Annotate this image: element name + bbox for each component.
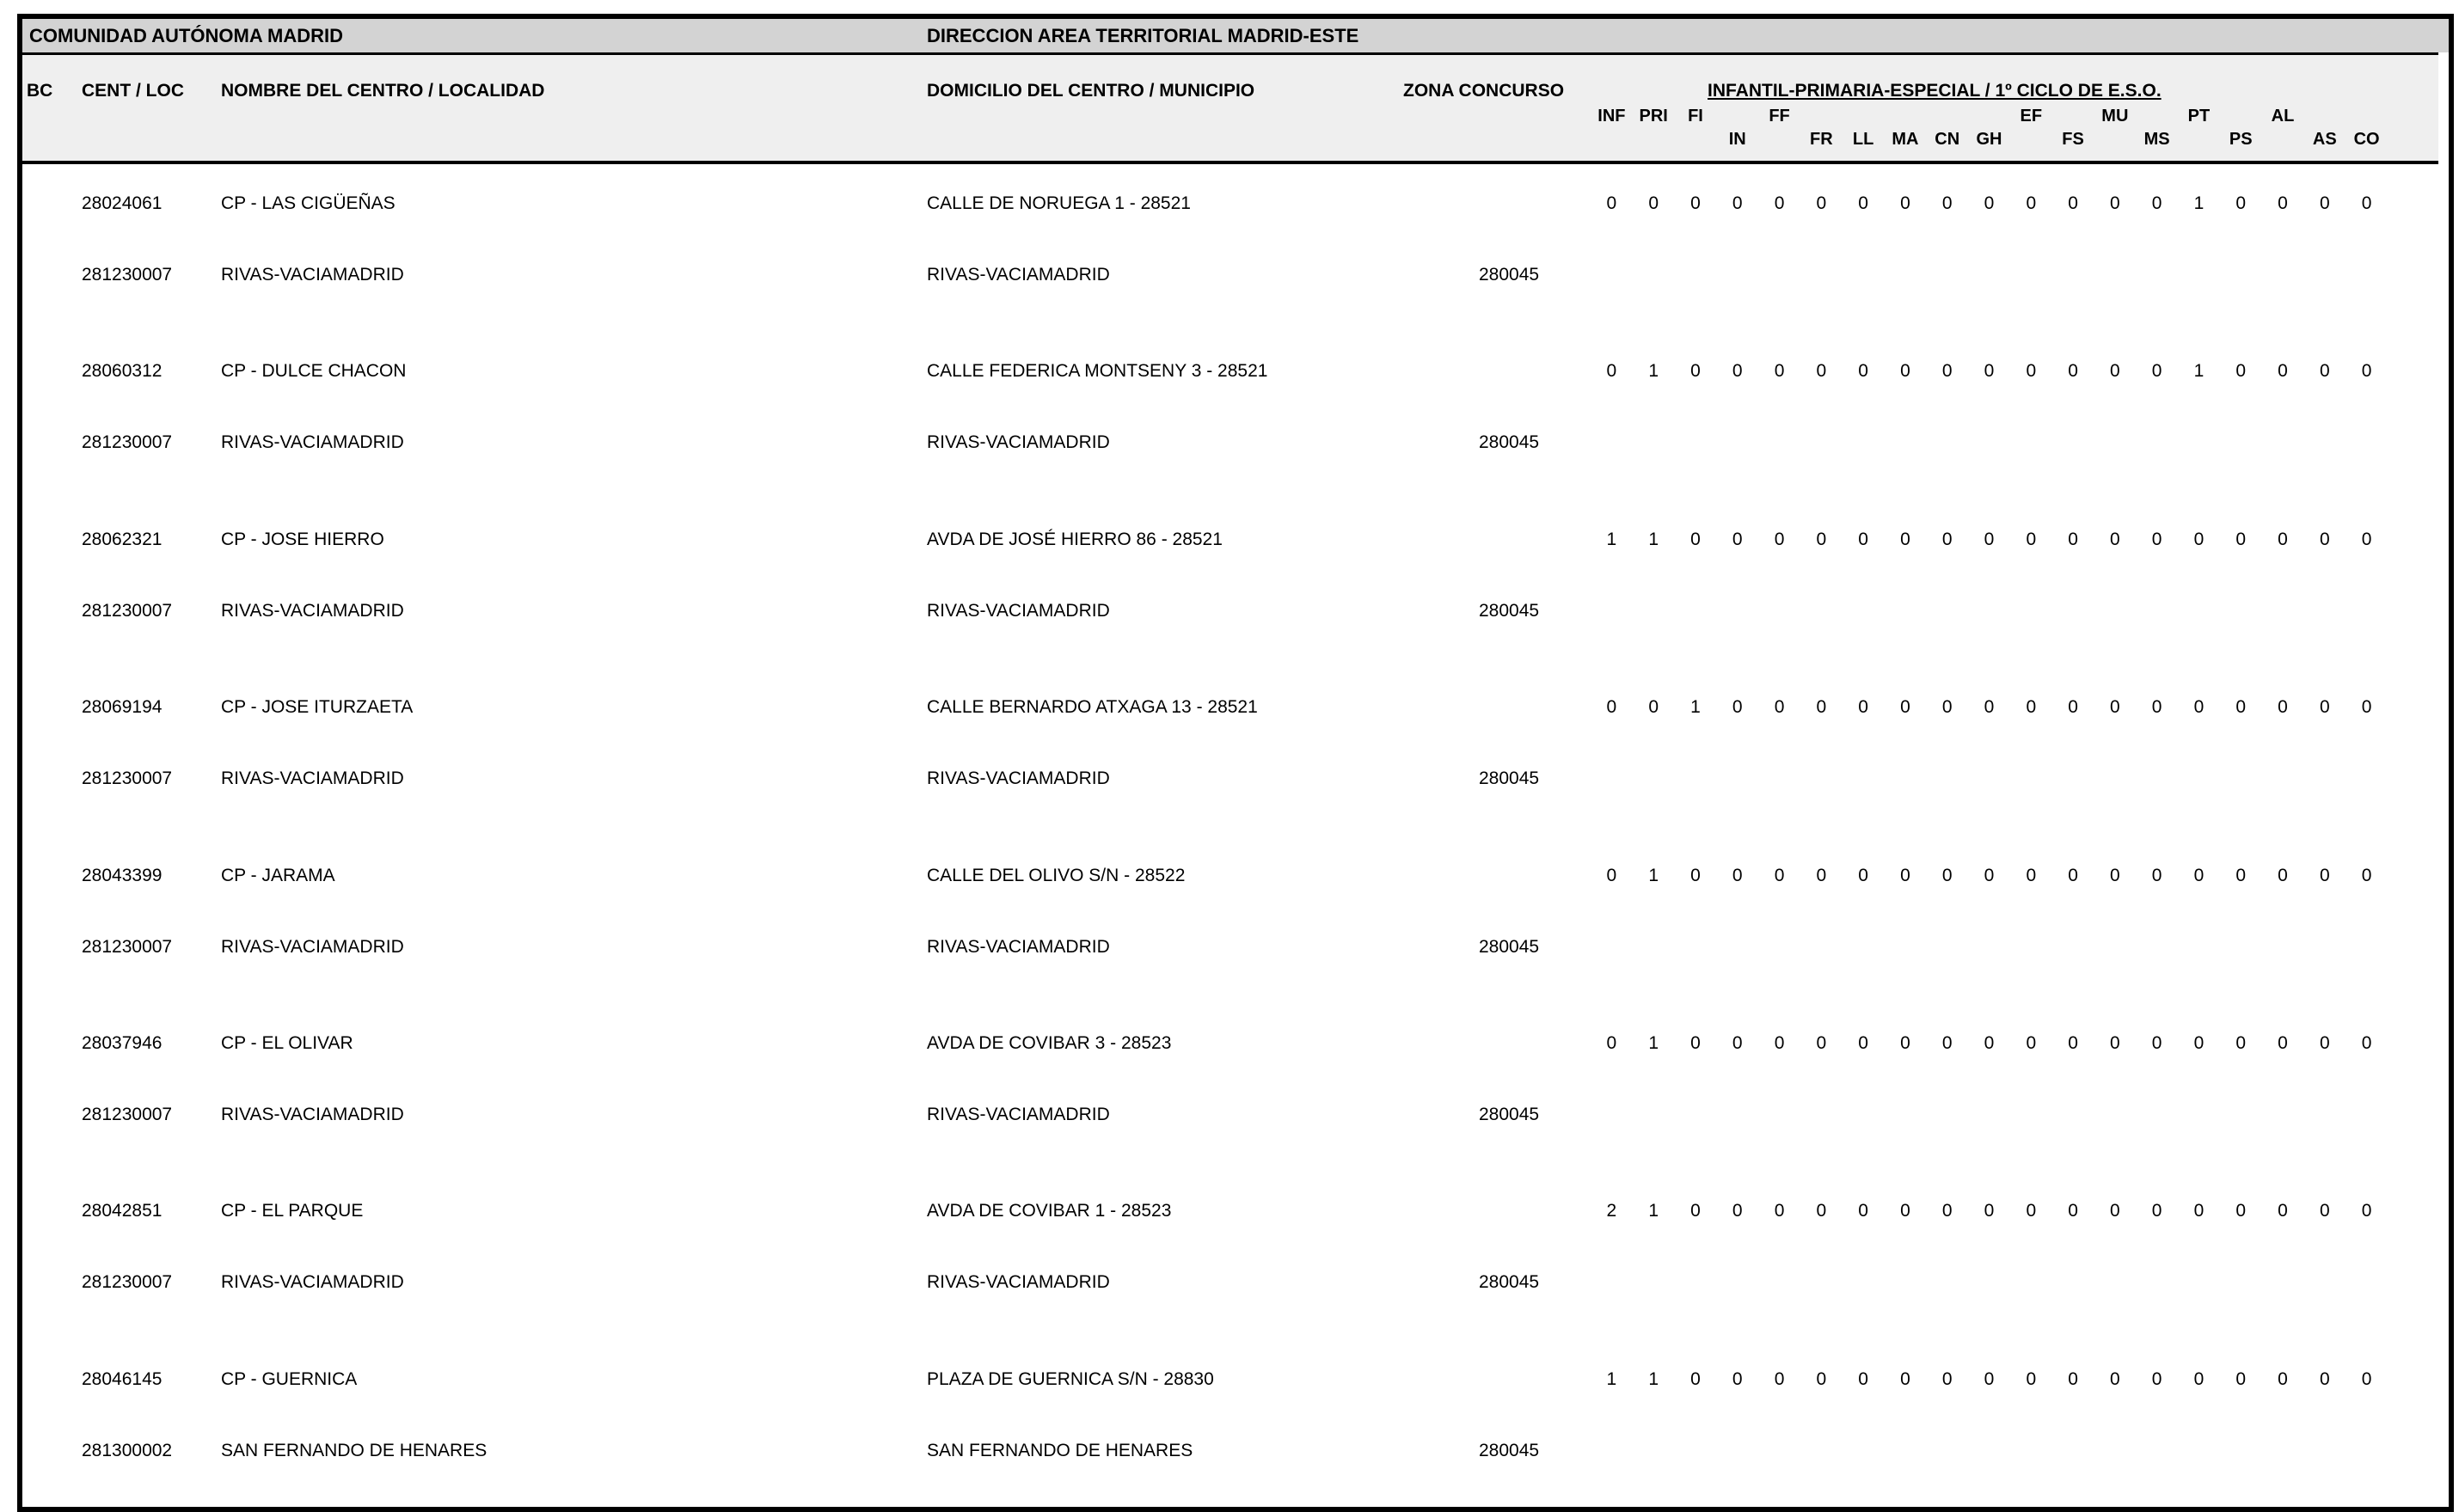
- subcolumn-label-top: PT: [2187, 107, 2211, 125]
- value-cell: 1: [1648, 361, 1659, 382]
- value-cell: 0: [1858, 697, 1868, 718]
- center-name: CP - JARAMA: [221, 865, 335, 885]
- subcolumn-fr: [1800, 105, 1843, 151]
- zona-code: 280045: [1479, 1440, 1540, 1460]
- zona-code: 280045: [1479, 1272, 1540, 1293]
- value-cell: 0: [2110, 1201, 2120, 1221]
- value-cell: 0: [2278, 193, 2288, 213]
- value-cell: 0: [1984, 697, 1995, 718]
- subcolumn-label-bottom: MS: [2143, 130, 2170, 149]
- value-cell: 0: [2110, 529, 2120, 549]
- value-cell: 0: [2068, 697, 2078, 718]
- subcolumn-ma: [1885, 105, 1927, 151]
- value-cell: 0: [2026, 865, 2037, 885]
- value-cell: 0: [2026, 1368, 2037, 1389]
- subcolumn-ll: [1843, 105, 1885, 151]
- school-row: [22, 1340, 2438, 1508]
- value-cell: 0: [1984, 361, 1995, 382]
- value-cell: 0: [2026, 697, 2037, 718]
- value-cells: [1591, 530, 2388, 550]
- value-cells: [1591, 193, 2388, 214]
- subcolumn-label-top: FF: [1769, 107, 1790, 125]
- center-address: AVDA DE JOSÉ HIERRO 86 - 28521: [927, 529, 1223, 549]
- value-cell: 0: [1941, 1032, 1953, 1053]
- value-cell: 1: [1648, 1032, 1659, 1053]
- value-cell: 0: [1690, 529, 1701, 549]
- value-cell: 0: [1690, 193, 1701, 213]
- locality-name: RIVAS-VACIAMADRID: [221, 265, 404, 285]
- value-cell: 0: [1774, 361, 1785, 382]
- value-cell: 0: [1732, 865, 1743, 885]
- subcolumn-label-bottom: LL: [1852, 130, 1874, 149]
- subcolumn-ps: [2220, 105, 2262, 151]
- value-cell: 0: [1690, 865, 1701, 885]
- center-code: 28043399: [82, 865, 163, 885]
- subcolumn-headers: [1591, 105, 2388, 151]
- center-address: PLAZA DE GUERNICA S/N - 28830: [927, 1368, 1214, 1389]
- locality-name: RIVAS-VACIAMADRID: [221, 600, 404, 621]
- value-cell: 0: [1690, 1368, 1701, 1389]
- value-cell: 0: [2151, 1032, 2162, 1053]
- value-cell: 0: [2026, 193, 2037, 213]
- school-row: [22, 836, 2438, 1004]
- value-cell: 0: [1732, 1201, 1743, 1221]
- value-cell: 0: [2110, 697, 2120, 718]
- value-cell: 0: [1774, 529, 1785, 549]
- subcolumn-fi: [1675, 105, 1717, 151]
- value-cell: 0: [2110, 1368, 2120, 1389]
- value-cell: 0: [1900, 1201, 1910, 1221]
- value-cell: 0: [2278, 1201, 2288, 1221]
- value-cell: 0: [1690, 361, 1701, 382]
- school-row-line2: [22, 1441, 2438, 1465]
- value-cell: 0: [1606, 193, 1617, 213]
- value-cell: 0: [1606, 697, 1617, 718]
- locality-code: 281230007: [82, 768, 173, 789]
- subcolumn-fs: [2052, 105, 2094, 151]
- school-row-line1: [22, 193, 2438, 217]
- value-cell: 0: [1858, 865, 1868, 885]
- value-cell: 0: [2319, 1201, 2330, 1221]
- value-cell: 0: [1858, 529, 1868, 549]
- school-row-line2: [22, 1272, 2438, 1296]
- school-row: [22, 1004, 2438, 1172]
- value-cell: 0: [1816, 1201, 1827, 1221]
- header-group-title: INFANTIL-PRIMARIA-ESPECIAL / 1º CICLO DE E.S.O.: [1708, 81, 2162, 101]
- value-cell: 0: [1606, 1032, 1617, 1053]
- value-cell: 0: [1941, 1201, 1953, 1221]
- value-cell: 0: [1816, 865, 1827, 885]
- school-row-line1: [22, 530, 2438, 554]
- center-address: AVDA DE COVIBAR 1 - 28523: [927, 1201, 1172, 1221]
- header-nombre: NOMBRE DEL CENTRO / LOCALIDAD: [221, 81, 545, 101]
- value-cell: 0: [1648, 193, 1659, 213]
- school-row-line2: [22, 432, 2438, 456]
- subcolumn-label-bottom: CN: [1935, 130, 1960, 149]
- zona-code: 280045: [1479, 1104, 1540, 1124]
- value-cell: 0: [2235, 1201, 2247, 1221]
- value-cell: 0: [2193, 1032, 2205, 1053]
- municipality-name: RIVAS-VACIAMADRID: [927, 1104, 1110, 1124]
- school-row-line1: [22, 1201, 2438, 1225]
- value-cell: 0: [1732, 361, 1743, 382]
- subcolumn-label-bottom: MA: [1892, 130, 1919, 149]
- value-cell: 0: [1606, 865, 1617, 885]
- value-cell: 0: [2026, 529, 2037, 549]
- subcolumn-al: [2262, 105, 2304, 151]
- value-cell: 1: [2193, 193, 2205, 213]
- value-cells: [1591, 1201, 2388, 1221]
- value-cell: 0: [2068, 529, 2078, 549]
- center-code: 28042851: [82, 1201, 163, 1221]
- value-cell: 0: [1732, 1032, 1743, 1053]
- value-cell: 0: [2068, 361, 2078, 382]
- value-cell: 0: [1941, 529, 1953, 549]
- value-cell: 0: [1900, 529, 1910, 549]
- subcolumn-label-top: MU: [2101, 107, 2129, 125]
- zona-code: 280045: [1479, 432, 1540, 453]
- school-row-line1: [22, 866, 2438, 890]
- center-code: 28037946: [82, 1032, 163, 1053]
- school-row: [22, 332, 2438, 499]
- value-cell: 0: [2235, 697, 2247, 718]
- value-cell: 0: [1900, 193, 1910, 213]
- center-code: 28060312: [82, 361, 163, 382]
- school-row: [22, 1172, 2438, 1339]
- subcolumn-label-top: PRI: [1639, 107, 1668, 125]
- value-cell: 1: [1606, 1368, 1617, 1389]
- header-zona-concurso: ZONA CONCURSO: [1403, 81, 1565, 101]
- subcolumn-label-bottom: FR: [1810, 130, 1833, 149]
- school-row-line1: [22, 1033, 2438, 1057]
- center-address: AVDA DE COVIBAR 3 - 28523: [927, 1032, 1172, 1053]
- territorial-title-bar: [913, 19, 2452, 52]
- value-cell: 0: [2361, 1368, 2372, 1389]
- subcolumn-label-top: AL: [2271, 107, 2295, 125]
- center-name: CP - EL OLIVAR: [221, 1032, 353, 1053]
- value-cell: 0: [2278, 1368, 2288, 1389]
- value-cell: 0: [1774, 865, 1785, 885]
- subcolumn-label-bottom: FS: [2062, 130, 2084, 149]
- subcolumn-in: [1716, 105, 1758, 151]
- value-cell: 0: [1816, 529, 1827, 549]
- value-cell: 0: [2110, 361, 2120, 382]
- value-cell: 0: [2278, 529, 2288, 549]
- value-cell: 0: [2193, 697, 2205, 718]
- zona-code: 280045: [1479, 768, 1540, 789]
- zona-code: 280045: [1479, 600, 1540, 621]
- value-cell: 0: [2193, 529, 2205, 549]
- school-row-line1: [22, 1369, 2438, 1393]
- value-cell: 0: [1984, 529, 1995, 549]
- value-cell: 0: [1690, 1201, 1701, 1221]
- center-address: CALLE BERNARDO ATXAGA 13 - 28521: [927, 697, 1258, 718]
- subcolumn-mu: [2094, 105, 2136, 151]
- value-cell: 0: [2068, 1032, 2078, 1053]
- value-cell: 0: [2235, 529, 2247, 549]
- center-code: 28069194: [82, 697, 163, 718]
- value-cell: 0: [2068, 193, 2078, 213]
- subcolumn-label-top: EF: [2020, 107, 2043, 125]
- subcolumn-label-top: INF: [1597, 107, 1626, 125]
- value-cell: 0: [2361, 1201, 2372, 1221]
- school-row-line2: [22, 1105, 2438, 1129]
- subcolumn-ef: [2010, 105, 2052, 151]
- value-cell: 0: [1984, 193, 1995, 213]
- value-cell: 0: [2151, 1201, 2162, 1221]
- school-row-line1: [22, 697, 2438, 721]
- center-code: 28024061: [82, 193, 163, 213]
- subcolumn-label-bottom: IN: [1728, 130, 1746, 149]
- header-cent-loc: CENT / LOC: [82, 81, 184, 101]
- value-cell: 0: [2026, 1032, 2037, 1053]
- school-row-line2: [22, 601, 2438, 625]
- center-name: CP - JOSE HIERRO: [221, 529, 384, 549]
- center-name: CP - GUERNICA: [221, 1368, 358, 1389]
- municipality-name: SAN FERNANDO DE HENARES: [927, 1440, 1193, 1460]
- value-cell: 0: [1984, 1032, 1995, 1053]
- locality-code: 281230007: [82, 936, 173, 957]
- value-cell: 0: [2319, 193, 2330, 213]
- locality-name: RIVAS-VACIAMADRID: [221, 936, 404, 957]
- value-cell: 0: [2235, 1032, 2247, 1053]
- value-cell: 0: [1816, 1368, 1827, 1389]
- value-cell: 0: [1774, 1201, 1785, 1221]
- subcolumn-label-bottom: GH: [1976, 130, 2002, 149]
- value-cell: 0: [1774, 1032, 1785, 1053]
- locality-code: 281230007: [82, 600, 173, 621]
- value-cell: 0: [2151, 697, 2162, 718]
- subcolumn-cn: [1926, 105, 1968, 151]
- school-row: [22, 164, 2438, 332]
- value-cell: 0: [2193, 1368, 2205, 1389]
- value-cell: 1: [1648, 1368, 1659, 1389]
- value-cell: 0: [2361, 361, 2372, 382]
- value-cell: 0: [1732, 1368, 1743, 1389]
- value-cell: 0: [1774, 193, 1785, 213]
- subcolumn-ms: [2136, 105, 2178, 151]
- value-cell: 0: [1648, 697, 1659, 718]
- value-cell: 0: [1900, 865, 1910, 885]
- zona-code: 280045: [1479, 265, 1540, 285]
- value-cell: 0: [2361, 193, 2372, 213]
- value-cell: 0: [1732, 697, 1743, 718]
- center-name: CP - JOSE ITURZAETA: [221, 697, 414, 718]
- center-address: CALLE DE NORUEGA 1 - 28521: [927, 193, 1191, 213]
- value-cell: 0: [2319, 361, 2330, 382]
- value-cell: 0: [1816, 1032, 1827, 1053]
- value-cell: 0: [1858, 1368, 1868, 1389]
- value-cell: 0: [1690, 1032, 1701, 1053]
- value-cell: 0: [2319, 529, 2330, 549]
- locality-code: 281230007: [82, 1104, 173, 1124]
- municipality-name: RIVAS-VACIAMADRID: [927, 432, 1110, 453]
- subcolumn-label-bottom: PS: [2229, 130, 2253, 149]
- locality-name: RIVAS-VACIAMADRID: [221, 432, 404, 453]
- value-cells: [1591, 1369, 2388, 1390]
- header-bc: BC: [27, 81, 53, 101]
- value-cell: 0: [2110, 193, 2120, 213]
- value-cell: 0: [2068, 1201, 2078, 1221]
- subcolumn-label-top: FI: [1688, 107, 1703, 125]
- value-cell: 0: [1900, 361, 1910, 382]
- value-cell: 1: [1648, 1201, 1659, 1221]
- subcolumn-gh: [1968, 105, 2010, 151]
- municipality-name: RIVAS-VACIAMADRID: [927, 768, 1110, 789]
- value-cell: 0: [2068, 1368, 2078, 1389]
- value-cell: 0: [1984, 1201, 1995, 1221]
- value-cell: 0: [1816, 193, 1827, 213]
- value-cell: 0: [2361, 1032, 2372, 1053]
- subcolumn-pri: [1633, 105, 1675, 151]
- school-row-line1: [22, 361, 2438, 385]
- value-cell: 0: [1941, 865, 1953, 885]
- locality-code: 281230007: [82, 432, 173, 453]
- locality-code: 281230007: [82, 265, 173, 285]
- value-cells: [1591, 361, 2388, 382]
- value-cell: 0: [2361, 697, 2372, 718]
- value-cell: 0: [2151, 865, 2162, 885]
- value-cell: 0: [1858, 1201, 1868, 1221]
- value-cell: 0: [1816, 361, 1827, 382]
- value-cell: 0: [2235, 1368, 2247, 1389]
- municipality-name: RIVAS-VACIAMADRID: [927, 265, 1110, 285]
- subcolumn-ff: [1758, 105, 1800, 151]
- value-cell: 0: [1732, 193, 1743, 213]
- value-cell: 0: [2361, 529, 2372, 549]
- value-cell: 0: [2319, 1368, 2330, 1389]
- municipality-name: RIVAS-VACIAMADRID: [927, 1272, 1110, 1293]
- subcolumn-label-bottom: CO: [2353, 130, 2380, 149]
- value-cell: 0: [2193, 1201, 2205, 1221]
- school-row-line2: [22, 937, 2438, 961]
- value-cell: 0: [2026, 1201, 2037, 1221]
- value-cell: 0: [2278, 1032, 2288, 1053]
- subcolumn-as: [2303, 105, 2346, 151]
- center-name: CP - EL PARQUE: [221, 1201, 364, 1221]
- locality-name: RIVAS-VACIAMADRID: [221, 1104, 404, 1124]
- center-name: CP - LAS CIGÜEÑAS: [221, 193, 396, 213]
- locality-name: RIVAS-VACIAMADRID: [221, 768, 404, 789]
- value-cell: 0: [2151, 361, 2162, 382]
- school-row: [22, 668, 2438, 836]
- value-cell: 0: [1732, 529, 1743, 549]
- center-name: CP - DULCE CHACON: [221, 361, 407, 382]
- value-cells: [1591, 866, 2388, 886]
- value-cell: 0: [1900, 1368, 1910, 1389]
- value-cell: 0: [2278, 697, 2288, 718]
- value-cell: 0: [1941, 193, 1953, 213]
- value-cell: 0: [2319, 1032, 2330, 1053]
- value-cell: 0: [2110, 865, 2120, 885]
- region-title: COMUNIDAD AUTÓNOMA MADRID: [29, 24, 343, 46]
- value-cell: 0: [2193, 865, 2205, 885]
- value-cell: 0: [1774, 1368, 1785, 1389]
- subcolumn-pt: [2178, 105, 2220, 151]
- header-domicilio: DOMICILIO DEL CENTRO / MUNICIPIO: [927, 81, 1255, 101]
- value-cell: 2: [1606, 1201, 1617, 1221]
- value-cell: 0: [2361, 865, 2372, 885]
- value-cell: 0: [1941, 361, 1953, 382]
- rows: [22, 164, 2438, 1508]
- zona-code: 280045: [1479, 936, 1540, 957]
- center-code: 28046145: [82, 1368, 163, 1389]
- locality-name: RIVAS-VACIAMADRID: [221, 1272, 404, 1293]
- value-cell: 0: [1984, 865, 1995, 885]
- value-cell: 0: [1941, 1368, 1953, 1389]
- value-cell: 0: [1774, 697, 1785, 718]
- center-address: CALLE DEL OLIVO S/N - 28522: [927, 865, 1186, 885]
- value-cell: 0: [2278, 865, 2288, 885]
- value-cell: 0: [1816, 697, 1827, 718]
- value-cell: 0: [2068, 865, 2078, 885]
- municipality-name: RIVAS-VACIAMADRID: [927, 600, 1110, 621]
- value-cell: 0: [1900, 1032, 1910, 1053]
- subcolumn-inf: [1591, 105, 1633, 151]
- value-cell: 1: [1648, 529, 1659, 549]
- value-cell: 1: [1648, 865, 1659, 885]
- value-cell: 0: [1606, 361, 1617, 382]
- value-cell: 0: [1941, 697, 1953, 718]
- value-cell: 0: [1858, 1032, 1868, 1053]
- center-code: 28062321: [82, 529, 163, 549]
- value-cell: 0: [2110, 1032, 2120, 1053]
- subcolumn-label-bottom: AS: [2312, 130, 2337, 149]
- divider-top: [22, 52, 2438, 55]
- center-address: CALLE FEDERICA MONTSENY 3 - 28521: [927, 361, 1268, 382]
- value-cell: 0: [1984, 1368, 1995, 1389]
- value-cell: 0: [2235, 193, 2247, 213]
- region-title-bar: [22, 19, 915, 52]
- territorial-title: DIRECCION AREA TERRITORIAL MADRID-ESTE: [927, 24, 1359, 46]
- school-row-line2: [22, 265, 2438, 289]
- value-cell: 1: [1690, 697, 1701, 718]
- school-row: [22, 500, 2438, 668]
- value-cell: 0: [2235, 361, 2247, 382]
- value-cell: 0: [2151, 529, 2162, 549]
- locality-name: SAN FERNANDO DE HENARES: [221, 1440, 488, 1460]
- value-cell: 0: [2319, 697, 2330, 718]
- value-cell: 0: [1858, 193, 1868, 213]
- municipality-name: RIVAS-VACIAMADRID: [927, 936, 1110, 957]
- value-cell: 0: [2151, 1368, 2162, 1389]
- value-cell: 0: [2151, 193, 2162, 213]
- school-row-line2: [22, 768, 2438, 793]
- value-cell: 0: [2235, 865, 2247, 885]
- value-cell: 1: [2193, 361, 2205, 382]
- value-cell: 0: [2319, 865, 2330, 885]
- subcolumn-co: [2346, 105, 2388, 151]
- value-cell: 0: [2278, 361, 2288, 382]
- value-cell: 0: [1858, 361, 1868, 382]
- locality-code: 281230007: [82, 1272, 173, 1293]
- value-cells: [1591, 697, 2388, 718]
- value-cell: 0: [1900, 697, 1910, 718]
- locality-code: 281300002: [82, 1440, 173, 1460]
- value-cells: [1591, 1033, 2388, 1054]
- value-cell: 1: [1606, 529, 1617, 549]
- value-cell: 0: [2026, 361, 2037, 382]
